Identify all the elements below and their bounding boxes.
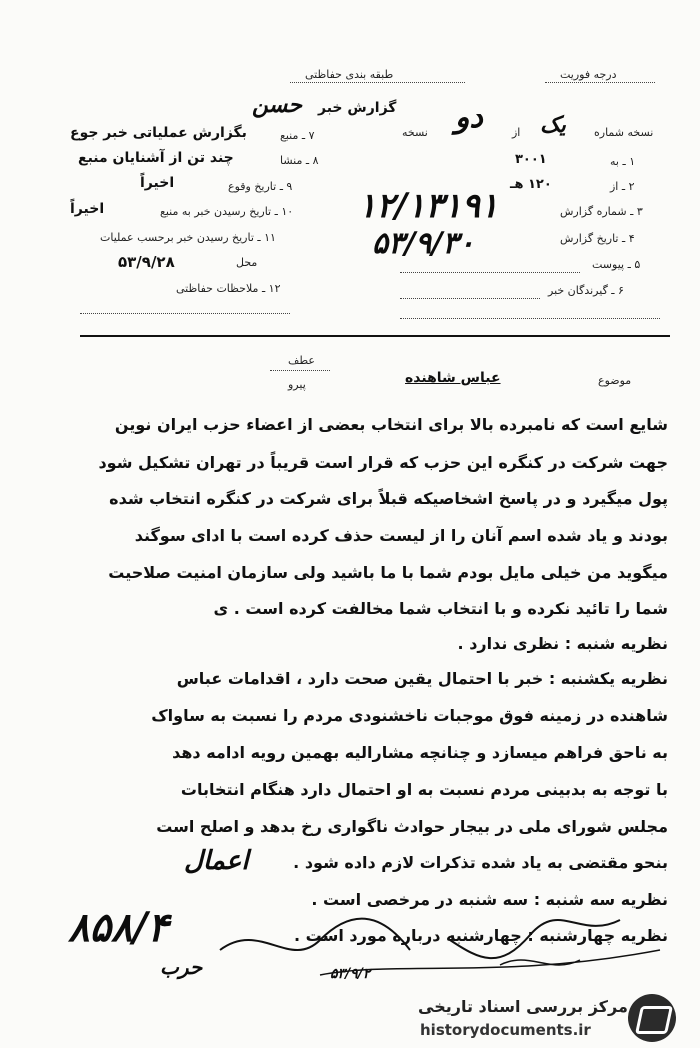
opinion-wednesday: نظریه چهارشنبه : چهارشنبه درباره مورد است . [294, 926, 668, 945]
field-value: ۳۰۰۱ [515, 152, 547, 167]
left-field-8-label: ۸ ـ منشا [280, 154, 319, 167]
ref-atf-label: عطف [288, 354, 315, 367]
left-field-12-line [80, 313, 290, 314]
field-label: ۱ ـ به [610, 155, 636, 168]
watermark-fa: مرکز بررسی اسناد تاریخی [418, 997, 628, 1016]
priority-label: درجه فوریت [560, 68, 617, 81]
header-divider [80, 335, 670, 337]
left-field-11-label: ۱۱ ـ تاریخ رسیدن خبر برحسب عملیات [100, 231, 276, 244]
field-line [400, 318, 660, 319]
copy-number-hw: یک [540, 112, 566, 138]
left-field-8-value: چند تن از آشنایان منبع [78, 150, 234, 166]
priority-line [545, 82, 655, 83]
opinion-tuesday: نظریه سه شنبه : سه شنبه در مرخصی است . [311, 890, 668, 909]
copy-number-label: نسخه شماره [594, 126, 654, 139]
left-field-place-label: محل [236, 256, 258, 269]
left-field-10-label: ۱۰ ـ تاریخ رسیدن خبر به منبع [160, 205, 294, 218]
copy-word-label: نسخه [402, 126, 428, 139]
subject-value: عباس شاهنده [405, 370, 501, 386]
handwritten-amal: اعمال [184, 846, 249, 876]
opinion-sunday-line: مجلس شورای ملی در بیجار حوادث ناگواری رخ بدهد و اصلح است [156, 817, 668, 836]
archive-logo-icon [628, 994, 676, 1042]
body-line: بودند و یاد شده اسم آنان را از لیست حذف کرده است با ادای سوگند [134, 526, 668, 545]
field-label: ۶ ـ گیرندگان خبر [548, 284, 624, 297]
left-field-9-label: ۹ ـ تاریخ وقوع [228, 180, 293, 193]
ref-atf-line [270, 370, 330, 371]
signature-scribble [200, 880, 670, 990]
handwritten-file-number: ۸۵۸/۴ [68, 904, 169, 951]
field-value: ۱۲۰ هـ [510, 177, 552, 192]
left-field-7-value: بگزارش عملیاتی خبر جوع [70, 125, 247, 141]
left-field-10-value: اخیراً [70, 201, 105, 217]
handwritten-left-mark: حرب [160, 955, 203, 979]
opinion-sunday-line: شاهنده در زمینه فوق موجبات ناخشنودی مردم را نسبت به ساواک [151, 706, 668, 725]
opinion-sunday-line: نظریه یکشنبه : خبر با احتمال یقین صحت دارد ، اقدامات عباس [176, 669, 668, 688]
watermark-url: historydocuments.ir [420, 1021, 591, 1039]
body-line: شما را تائید نکرده و با انتخاب شما مخالفت کرده است . ی [213, 599, 668, 618]
opinion-sunday-line: با توجه به بدبینی مردم نسبت به او احتمال دارد هنگام انتخابات [180, 780, 668, 799]
field-line [400, 272, 580, 273]
classification-label: طبقه بندی حفاظتی [305, 68, 394, 81]
body-line: جهت شرکت در کنگره این حزب که قرار است قریباً در تهران تشکیل شود [98, 453, 668, 472]
opinion-sunday-line: به ناحق فراهم میسازد و چنانچه مشارالیه بهمین رویه ادامه دهد [172, 743, 668, 762]
copy-of-label: از [512, 126, 521, 139]
handwritten-bottom-date: ۵۳/۹/۲ [330, 966, 371, 982]
report-title: گزارش خبر [318, 100, 397, 116]
handwritten-initial: حسن [252, 92, 302, 118]
left-field-7-label: ۷ ـ منبع [280, 129, 315, 142]
field-label: ۵ ـ پیوست [592, 258, 641, 271]
field-label: ۴ ـ تاریخ گزارش [560, 232, 635, 245]
body-line: شایع است که نامبرده بالا برای انتخاب بعضی از اعضاء حزب ایران نوین [114, 415, 668, 434]
field-value: ۵۳/۹/۳۰ [372, 226, 475, 261]
body-line: پول میگیرد و در پاسخ اشخاصیکه قبلاً برای شرکت در کنگره انتخاب شده [109, 489, 668, 508]
left-field-9-value: اخیراً [140, 175, 175, 191]
left-field-place-value: ۵۳/۹/۲۸ [118, 253, 175, 271]
classification-line [290, 82, 465, 83]
ref-peyro-label: پیرو [288, 378, 306, 391]
opinion-sunday-line: بنحو مقتضی به یاد شده تذکرات لازم داده شود . [293, 853, 668, 872]
body-line: میگوید من خیلی مایل بودم شما با ما باشید ولی سازمان امنیت صلاحیت [108, 563, 668, 582]
copy-of-hw: دو [455, 100, 483, 135]
field-line [400, 298, 540, 299]
field-value: ۱۲/۱۳۱۹۱ [358, 186, 499, 226]
field-label: ۳ ـ شماره گزارش [560, 205, 643, 218]
left-field-12-label: ۱۲ ـ ملاحظات حفاظتی [176, 282, 281, 295]
opinion-saturday: نظریه شنبه : نظری ندارد . [457, 634, 668, 653]
field-label: ۲ ـ از [610, 180, 635, 193]
subject-label: موضوع [598, 374, 632, 387]
